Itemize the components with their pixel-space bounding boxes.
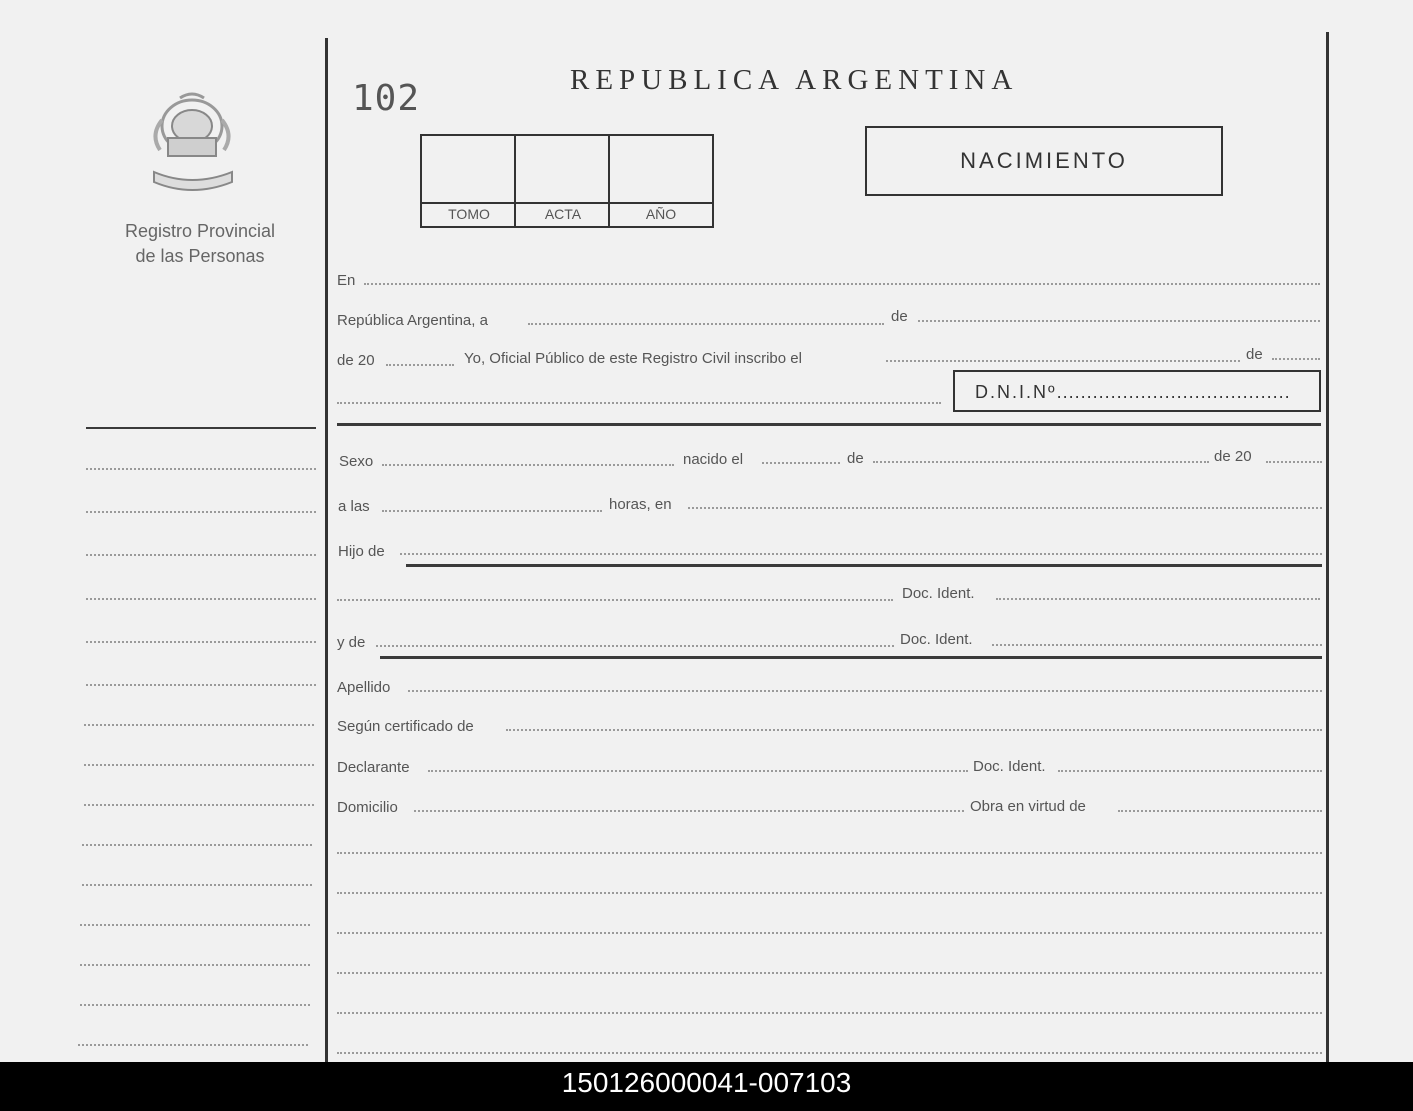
right-border [1326,32,1329,1062]
field-mes-nacimiento[interactable] [873,461,1209,463]
label-de20-b: de 20 [1214,448,1252,465]
label-obra: Obra en virtud de [970,798,1086,815]
stub-line [80,964,310,966]
country-title: REPUBLICA ARGENTINA [570,64,1019,96]
dni-label: D.N.I.Nº [975,382,1057,402]
serial-number: 102 [352,78,421,119]
field-observaciones[interactable] [337,852,1322,854]
dni-box[interactable]: D.N.I.Nº....................................... [953,370,1321,412]
label-doc-ident-3: Doc. Ident. [973,758,1046,775]
stub-line [84,764,314,766]
field-continuacion[interactable] [337,402,941,404]
label-horas: horas, en [609,496,672,513]
field-madre[interactable] [376,645,894,647]
stub-line [86,598,316,600]
label-nacido: nacido el [683,451,744,468]
stub-line [82,884,312,886]
field-dia-nacimiento[interactable] [762,462,840,464]
field-hora[interactable] [382,510,602,512]
field-doc-madre[interactable] [992,644,1322,646]
field-anio-nacimiento[interactable] [1266,461,1322,463]
field-certificado[interactable] [506,729,1322,731]
stub-line [78,1044,308,1046]
provincial-seal-icon [140,90,245,195]
field-lugar[interactable] [688,507,1322,509]
field-de-2[interactable] [1272,358,1320,360]
label-doc-ident-1: Doc. Ident. [902,585,975,602]
field-fecha-inscripcion[interactable] [886,360,1240,362]
field-padre-2[interactable] [337,599,893,601]
label-y-de: y de [337,634,366,651]
field-dia[interactable] [528,323,884,325]
barcode-caption [0,1062,1413,1111]
field-doc-padre[interactable] [996,598,1320,600]
stub-line [84,724,314,726]
label-de-1: de [891,308,908,325]
field-mes[interactable] [918,320,1320,322]
acta-cell [516,136,610,202]
organization-line-1: Registro Provincial [124,221,276,241]
field-sexo[interactable] [382,464,674,466]
label-en: En [337,272,356,289]
label-declarante: Declarante [337,759,410,776]
acta-label: ACTA [544,206,582,222]
field-observaciones[interactable] [337,1052,1322,1054]
ano-cell [610,136,712,202]
label-sexo: Sexo [339,453,374,470]
padre-underline [406,564,1322,567]
stub-line [86,641,316,643]
organization-line-2: de las Personas [135,246,265,266]
field-domicilio[interactable] [414,810,964,812]
field-observaciones[interactable] [337,1012,1322,1014]
perforation-line [325,38,328,1062]
stub-line [80,924,310,926]
registry-box [420,134,714,228]
stub-line [82,844,312,846]
field-doc-declarante[interactable] [1058,770,1322,772]
label-de-2: de [1246,346,1263,363]
label-republica: República Argentina, a [337,312,488,329]
document-type-box [865,126,1223,196]
stub-divider [86,427,316,429]
field-observaciones[interactable] [337,932,1322,934]
stub-line [86,684,316,686]
label-domicilio: Domicilio [337,799,398,816]
field-anio[interactable] [386,364,454,366]
organization-name [100,219,300,269]
barcode-text: 150126000041-007103 [561,1067,852,1098]
field-padre[interactable] [400,553,1322,555]
stub-line [84,804,314,806]
field-en[interactable] [364,283,1320,285]
label-inscribo: Yo, Oficial Público de este Registro Civil inscribo el [464,350,802,367]
label-a-las: a las [338,498,370,515]
madre-underline [380,656,1322,659]
tomo-label: TOMO [448,206,490,222]
field-declarante[interactable] [428,770,968,772]
tomo-cell [422,136,516,202]
label-de-3: de [847,450,864,467]
ano-label: AÑO [645,206,677,222]
label-hijo: Hijo de [338,543,385,560]
stub-line [80,1004,310,1006]
stub-line [86,468,316,470]
field-observaciones[interactable] [337,892,1322,894]
stub-line [86,554,316,556]
label-apellido: Apellido [337,679,391,696]
label-segun: Según certificado de [337,718,474,735]
label-doc-ident-2: Doc. Ident. [900,631,973,648]
label-de20: de 20 [337,352,375,369]
field-apellido[interactable] [408,690,1322,692]
section-divider [337,423,1321,426]
document-type: NACIMIENTO [960,148,1128,173]
stub-line [86,511,316,513]
field-obra[interactable] [1118,810,1322,812]
field-observaciones[interactable] [337,972,1322,974]
